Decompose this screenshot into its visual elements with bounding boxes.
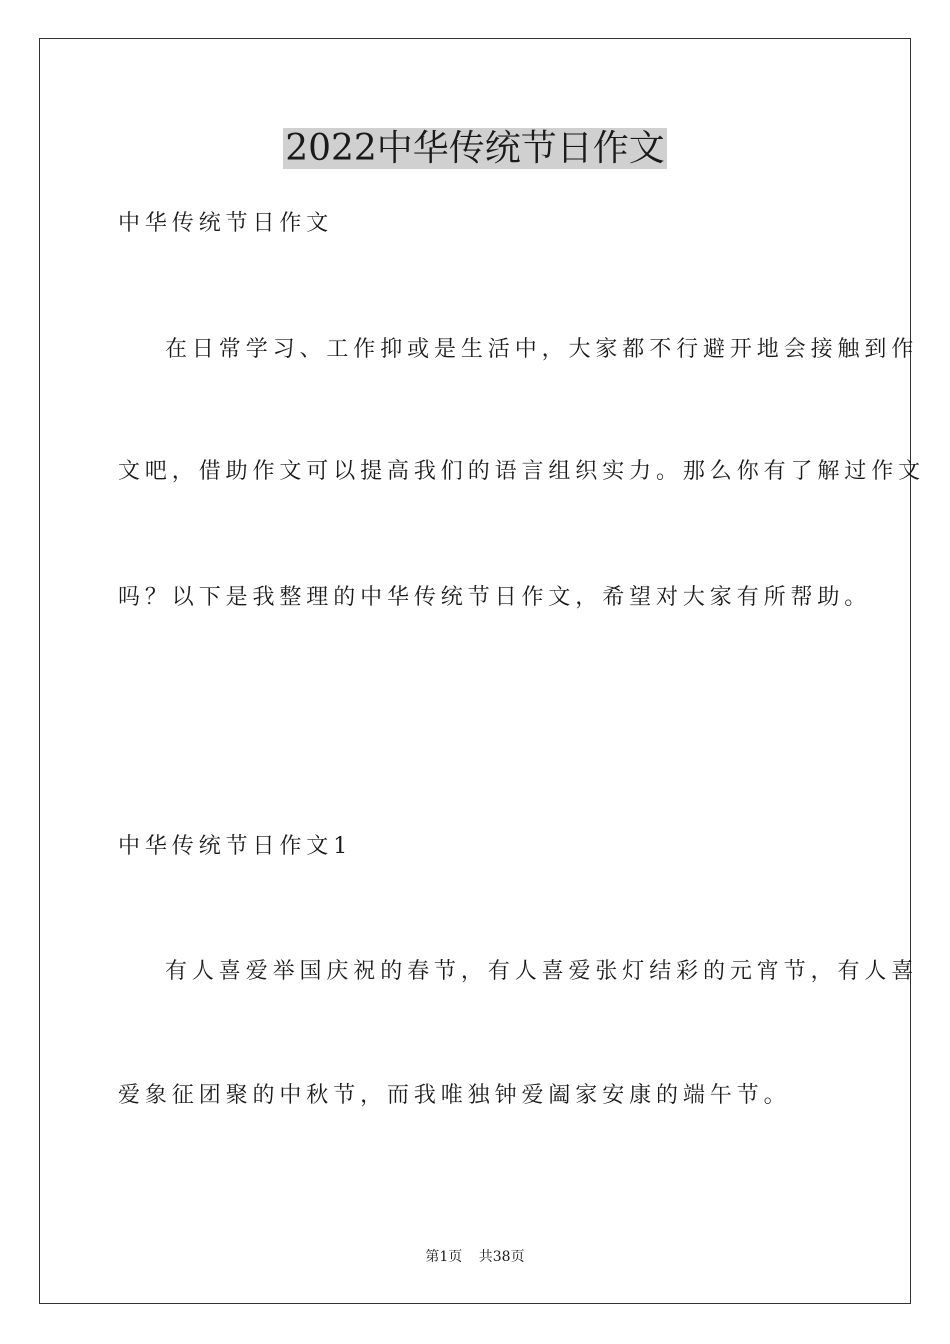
section-heading: 中华传统节日作文1 <box>118 834 353 859</box>
page-number: 第1页 <box>425 1249 463 1265</box>
intro-line-1: 在日常学习、工作抑或是生活中，大家都不行避开地会接触到作 <box>165 337 919 362</box>
intro-line-3: 吗？以下是我整理的中华传统节日作文，希望对大家有所帮助。 <box>118 585 872 610</box>
document-subtitle: 中华传统节日作文 <box>118 211 334 236</box>
page-footer <box>0 1248 950 1266</box>
page-total: 共38页 <box>478 1249 525 1265</box>
intro-line-2: 文吧，借助作文可以提高我们的语言组织实力。那么你有了解过作文 <box>118 459 926 484</box>
section-line-1: 有人喜爱举国庆祝的春节，有人喜爱张灯结彩的元宵节，有人喜 <box>165 959 919 984</box>
document-title-text: 2022中华传统节日作文 <box>285 128 665 169</box>
document-title <box>0 126 950 172</box>
section-line-2: 爱象征团聚的中秋节，而我唯独钟爱阖家安康的端午节。 <box>118 1083 791 1108</box>
